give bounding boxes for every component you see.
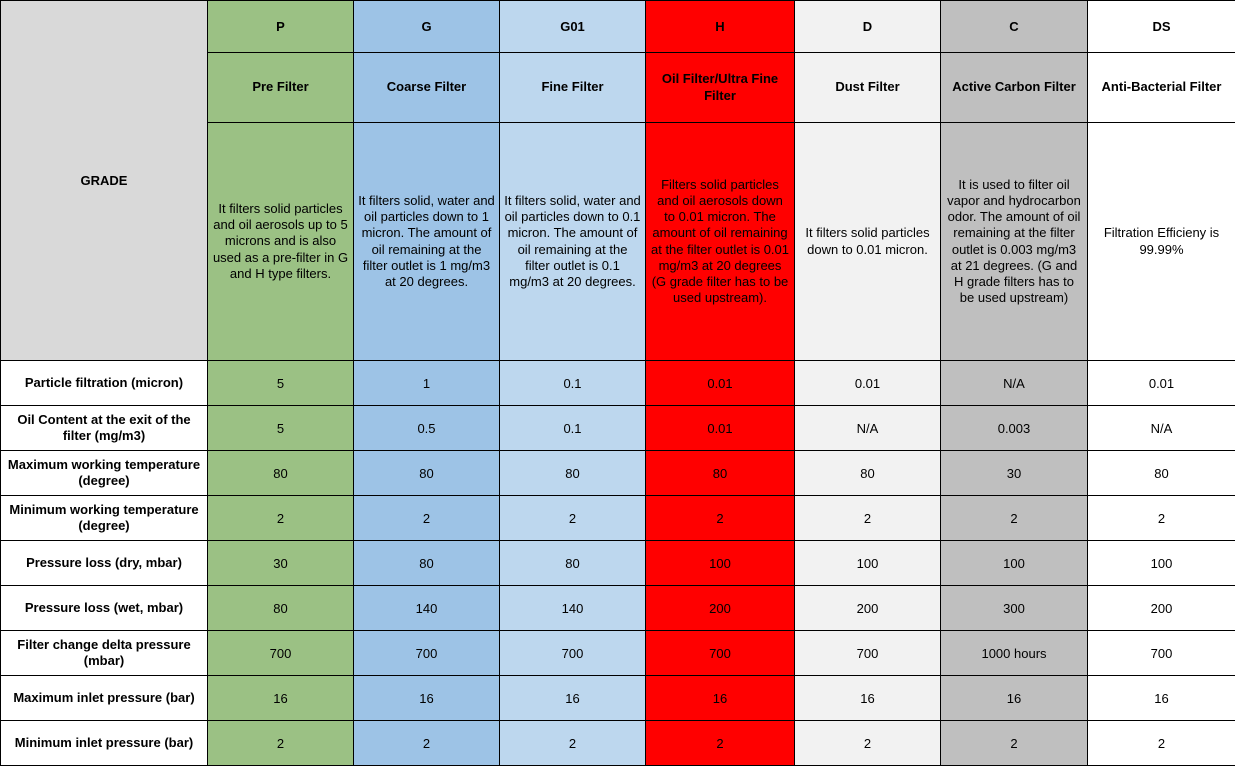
cell-min-inlet-pressure-p: 2 <box>208 721 354 766</box>
cell-particle-filtration-g: 1 <box>354 361 500 406</box>
column-code-g: G <box>354 1 500 53</box>
cell-pressure-loss-dry-c: 100 <box>941 541 1088 586</box>
cell-min-working-temp-g01: 2 <box>500 496 646 541</box>
column-desc-h: Filters solid particles and oil aerosols down to 0.01 micron. The amount of oil remaining at the filter outlet is 0.01 mg/m3 at 20 degrees (G grade filter has to be used upstream). <box>646 123 795 361</box>
cell-max-inlet-pressure-p: 16 <box>208 676 354 721</box>
cell-max-working-temp-c: 30 <box>941 451 1088 496</box>
cell-particle-filtration-g01: 0.1 <box>500 361 646 406</box>
cell-filter-change-p: 700 <box>208 631 354 676</box>
row-label-min-working-temperature: Minimum working temperature (degree) <box>1 496 208 541</box>
cell-filter-change-c: 1000 hours <box>941 631 1088 676</box>
column-name-d: Dust Filter <box>795 53 941 123</box>
cell-min-inlet-pressure-g01: 2 <box>500 721 646 766</box>
cell-oil-content-ds: N/A <box>1088 406 1235 451</box>
cell-max-working-temp-g01: 80 <box>500 451 646 496</box>
cell-oil-content-d: N/A <box>795 406 941 451</box>
cell-max-inlet-pressure-g01: 16 <box>500 676 646 721</box>
column-name-h: Oil Filter/Ultra Fine Filter <box>646 53 795 123</box>
cell-pressure-loss-wet-p: 80 <box>208 586 354 631</box>
table-row <box>1 721 1235 766</box>
cell-max-inlet-pressure-g: 16 <box>354 676 500 721</box>
cell-pressure-loss-wet-ds: 200 <box>1088 586 1235 631</box>
cell-min-working-temp-c: 2 <box>941 496 1088 541</box>
cell-filter-change-ds: 700 <box>1088 631 1235 676</box>
row-label-pressure-loss-dry: Pressure loss (dry, mbar) <box>1 541 208 586</box>
cell-min-working-temp-d: 2 <box>795 496 941 541</box>
cell-max-inlet-pressure-c: 16 <box>941 676 1088 721</box>
cell-min-working-temp-ds: 2 <box>1088 496 1235 541</box>
cell-particle-filtration-p: 5 <box>208 361 354 406</box>
cell-max-inlet-pressure-d: 16 <box>795 676 941 721</box>
column-code-h: H <box>646 1 795 53</box>
cell-oil-content-g: 0.5 <box>354 406 500 451</box>
column-name-g01: Fine Filter <box>500 53 646 123</box>
cell-min-working-temp-p: 2 <box>208 496 354 541</box>
cell-oil-content-p: 5 <box>208 406 354 451</box>
column-code-p: P <box>208 1 354 53</box>
cell-oil-content-c: 0.003 <box>941 406 1088 451</box>
cell-particle-filtration-c: N/A <box>941 361 1088 406</box>
cell-pressure-loss-dry-p: 30 <box>208 541 354 586</box>
cell-filter-change-g01: 700 <box>500 631 646 676</box>
column-desc-p: It filters solid particles and oil aerosols up to 5 microns and is also used as a pre-filter in G and H type filters. <box>208 123 354 361</box>
cell-max-inlet-pressure-h: 16 <box>646 676 795 721</box>
cell-pressure-loss-wet-g01: 140 <box>500 586 646 631</box>
cell-pressure-loss-dry-ds: 100 <box>1088 541 1235 586</box>
cell-particle-filtration-d: 0.01 <box>795 361 941 406</box>
cell-max-inlet-pressure-ds: 16 <box>1088 676 1235 721</box>
column-desc-g: It filters solid, water and oil particles down to 1 micron. The amount of oil remaining at the filter outlet is 1 mg/m3 at 20 degrees. <box>354 123 500 361</box>
column-desc-d: It filters solid particles down to 0.01 micron. <box>795 123 941 361</box>
cell-filter-change-g: 700 <box>354 631 500 676</box>
grade-header-cell: GRADE <box>1 1 208 361</box>
cell-particle-filtration-ds: 0.01 <box>1088 361 1235 406</box>
cell-pressure-loss-wet-g: 140 <box>354 586 500 631</box>
cell-min-inlet-pressure-ds: 2 <box>1088 721 1235 766</box>
cell-particle-filtration-h: 0.01 <box>646 361 795 406</box>
column-desc-g01: It filters solid, water and oil particles down to 0.1 micron. The amount of oil remaining at the filter outlet is 0.1 mg/m3 at 20 degrees. <box>500 123 646 361</box>
cell-pressure-loss-wet-c: 300 <box>941 586 1088 631</box>
cell-max-working-temp-d: 80 <box>795 451 941 496</box>
cell-filter-change-h: 700 <box>646 631 795 676</box>
row-label-max-inlet-pressure: Maximum inlet pressure (bar) <box>1 676 208 721</box>
cell-pressure-loss-dry-h: 100 <box>646 541 795 586</box>
row-label-particle-filtration: Particle filtration (micron) <box>1 361 208 406</box>
row-label-min-inlet-pressure: Minimum inlet pressure (bar) <box>1 721 208 766</box>
cell-min-inlet-pressure-d: 2 <box>795 721 941 766</box>
header-row-codes <box>1 1 1235 53</box>
column-name-p: Pre Filter <box>208 53 354 123</box>
cell-filter-change-d: 700 <box>795 631 941 676</box>
cell-max-working-temp-p: 80 <box>208 451 354 496</box>
cell-pressure-loss-dry-g01: 80 <box>500 541 646 586</box>
table-row <box>1 496 1235 541</box>
cell-pressure-loss-wet-d: 200 <box>795 586 941 631</box>
cell-pressure-loss-dry-d: 100 <box>795 541 941 586</box>
row-label-oil-content: Oil Content at the exit of the filter (mg/m3) <box>1 406 208 451</box>
row-label-pressure-loss-wet: Pressure loss (wet, mbar) <box>1 586 208 631</box>
column-code-ds: DS <box>1088 1 1235 53</box>
table-row <box>1 586 1235 631</box>
cell-max-working-temp-ds: 80 <box>1088 451 1235 496</box>
cell-max-working-temp-h: 80 <box>646 451 795 496</box>
table-row <box>1 451 1235 496</box>
cell-min-inlet-pressure-c: 2 <box>941 721 1088 766</box>
table-row <box>1 541 1235 586</box>
column-code-g01: G01 <box>500 1 646 53</box>
table-row <box>1 676 1235 721</box>
cell-pressure-loss-wet-h: 200 <box>646 586 795 631</box>
column-name-c: Active Carbon Filter <box>941 53 1088 123</box>
table-row <box>1 361 1235 406</box>
cell-min-working-temp-g: 2 <box>354 496 500 541</box>
column-code-c: C <box>941 1 1088 53</box>
cell-oil-content-g01: 0.1 <box>500 406 646 451</box>
column-desc-ds: Filtration Efficieny is 99.99% <box>1088 123 1235 361</box>
column-name-ds: Anti-Bacterial Filter <box>1088 53 1235 123</box>
cell-oil-content-h: 0.01 <box>646 406 795 451</box>
column-desc-c: It is used to filter oil vapor and hydrocarbon odor. The amount of oil remaining at the filter outlet is 0.003 mg/m3 at 21 degrees. (G and H grade filters has to be used upstream) <box>941 123 1088 361</box>
column-name-g: Coarse Filter <box>354 53 500 123</box>
row-label-filter-change-delta-pressure: Filter change delta pressure (mbar) <box>1 631 208 676</box>
cell-max-working-temp-g: 80 <box>354 451 500 496</box>
cell-min-working-temp-h: 2 <box>646 496 795 541</box>
column-code-d: D <box>795 1 941 53</box>
cell-min-inlet-pressure-h: 2 <box>646 721 795 766</box>
row-label-max-working-temperature: Maximum working temperature (degree) <box>1 451 208 496</box>
cell-min-inlet-pressure-g: 2 <box>354 721 500 766</box>
cell-pressure-loss-dry-g: 80 <box>354 541 500 586</box>
table-row <box>1 631 1235 676</box>
table-row <box>1 406 1235 451</box>
